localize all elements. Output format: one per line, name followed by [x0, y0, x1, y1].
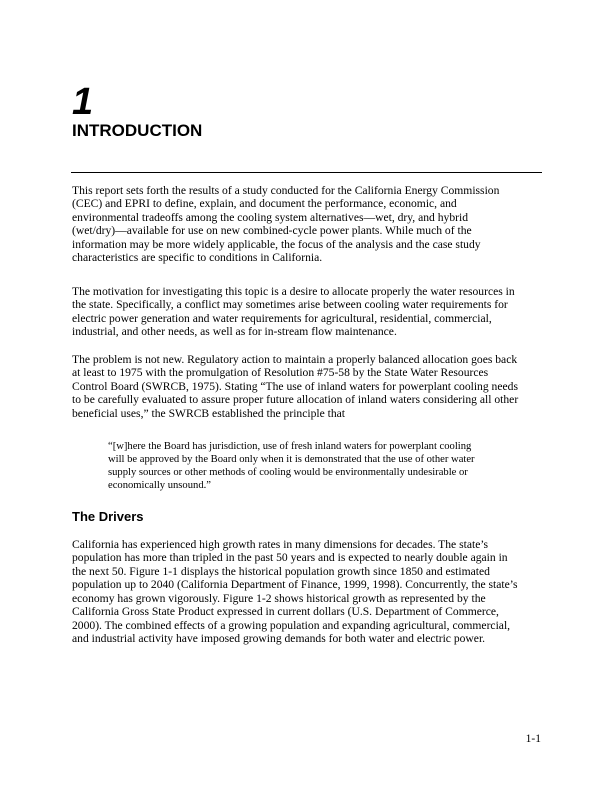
text-line: (CEC) and EPRI to define, explain, and document the performance, economic, and [72, 197, 457, 211]
page-number: 1-1 [525, 733, 541, 745]
text-line: the next 50. Figure 1-1 displays the historical population growth since 1850 and estimated [72, 564, 490, 578]
text-line: economy has grown vigorously. Figure 1-2 shows historical growth as represented by the [72, 591, 486, 605]
text-line: supply sources or other methods of cooling would be environmentally undesirable or [108, 467, 468, 478]
block-quote [108, 440, 475, 492]
chapter-title: INTRODUCTION [72, 121, 203, 140]
paragraph-intro [72, 184, 499, 265]
section-heading: The Drivers [72, 509, 144, 524]
heading-divider [71, 172, 542, 173]
text-line: electric power generation and water requirements for agricultural, residential, commercial, [72, 311, 492, 325]
text-line: and industrial activity have imposed growing demands for both water and electric power. [72, 632, 486, 646]
text-line: the state. Specifically, a conflict may sometimes arise between cooling water requirements for [72, 298, 508, 312]
text-line: California has experienced high growth rates in many dimensions for decades. The state’s [72, 538, 489, 551]
text-line: This report sets forth the results of a study conducted for the California Energy Commission [72, 184, 500, 197]
text-line: economically unsound.” [108, 480, 211, 491]
text-line: (wet/dry)—available for use on new combined-cycle power plants. While much of the [72, 224, 472, 238]
text-line: population has more than tripled in the past 50 years and is expected to nearly double again in [72, 551, 508, 565]
text-line: “[w]here the Board has jurisdiction, use of fresh inland waters for powerplant cooling [108, 441, 472, 452]
text-line: population up to 2040 (California Department of Finance, 1999, 1998). Concurrently, the state’s [72, 578, 518, 592]
text-line: beneficial uses,” the SWRCB established the principle that [72, 406, 346, 420]
paragraph-problem [72, 353, 518, 420]
text-line: California Gross State Product expressed in current dollars (U.S. Department of Commerce, [72, 605, 499, 619]
text-line: characteristics are specific to conditions in California. [72, 251, 323, 265]
text-line: at least to 1975 with the promulgation of Resolution #75-58 by the State Water Resources [72, 366, 489, 380]
text-line: will be approved by the Board only when it is demonstrated that the use of other water [108, 454, 475, 465]
text-line: to be carefully evaluated to assure proper future allocation of inland waters considering all other [72, 393, 519, 407]
text-line: industrial, and other needs, as well as for in-stream flow maintenance. [72, 325, 397, 339]
text-line: The motivation for investigating this topic is a desire to allocate properly the water resources in [72, 285, 515, 298]
text-line: information may be more widely applicable, the focus of the analysis and the case study [72, 237, 481, 251]
text-line: 2000). The combined effects of a growing population and expanding agricultural, commercial, [72, 618, 511, 632]
text-line: The problem is not new. Regulatory action to maintain a properly balanced allocation goes back [72, 353, 518, 366]
chapter-number: 1 [72, 81, 94, 123]
paragraph-drivers [72, 538, 518, 646]
text-line: Control Board (SWRCB, 1975). Stating “The use of inland waters for powerplant cooling needs [72, 379, 518, 393]
paragraph-motivation [72, 285, 515, 339]
text-line: environmental tradeoffs among the cooling system alternatives—wet, dry, and hybrid [72, 210, 469, 224]
